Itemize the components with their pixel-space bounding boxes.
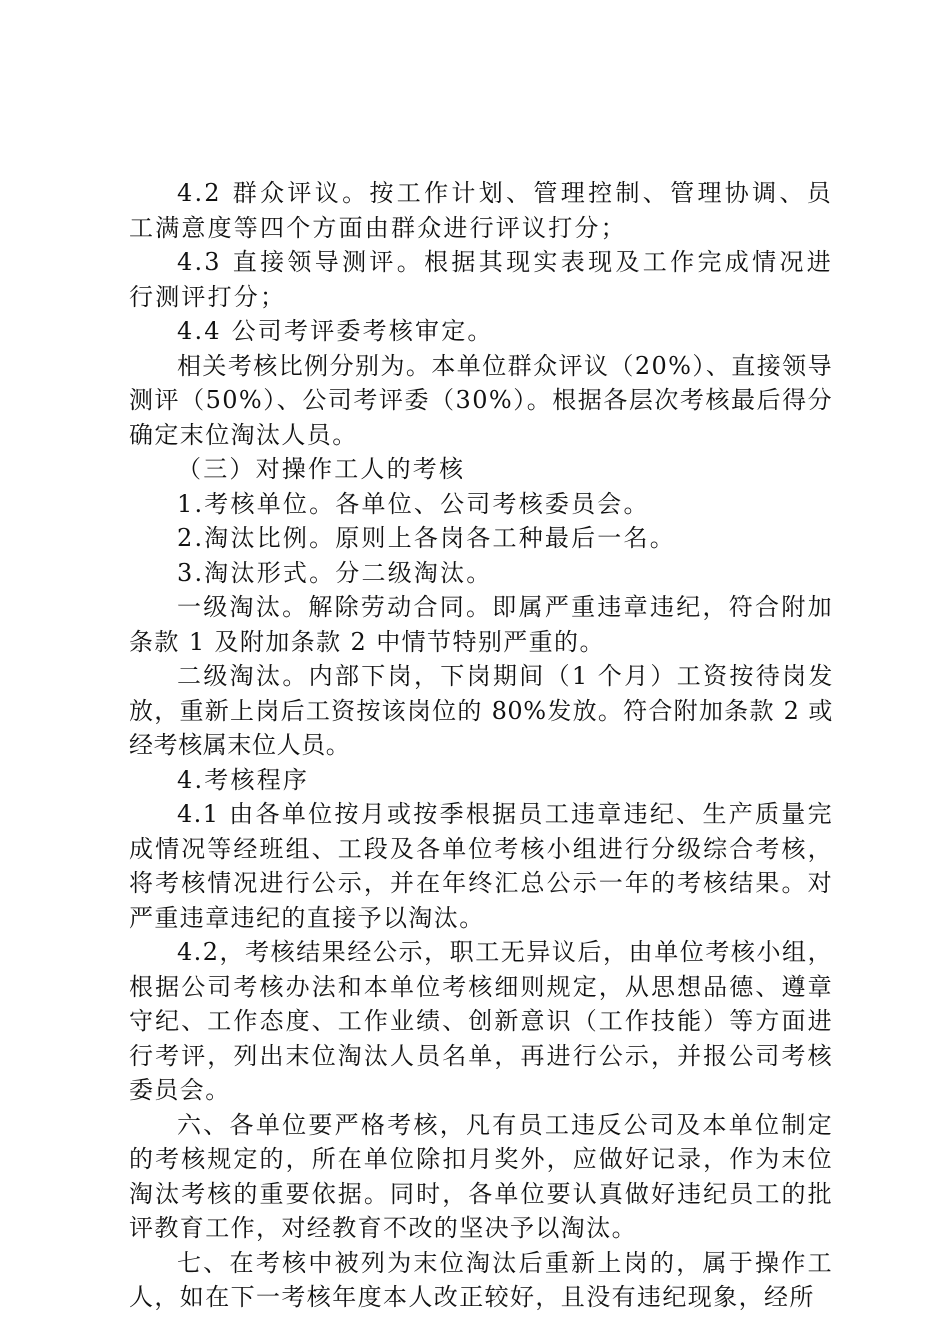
paragraph-six-strict-assessment: 六、各单位要严格考核，凡有员工违反公司及本单位制定的考核规定的，所在单位除扣月奖外，应做好记录，作为末位淘汰考核的重要依据。同时，各单位要认真做好违纪员工的批评教育工作，对经教育不改的坚决予以淘汰。 [129, 1110, 833, 1242]
paragraph-second-level-elimination: 二级淘汰。内部下岗，下岗期间（1 个月）工资按待岗发放，重新上岗后工资按该岗位的 80%发放。符合附加条款 2 或经考核属末位人员。 [129, 662, 833, 759]
paragraph-4-2-mass-review: 4.2 群众评议。按工作计划、管理控制、管理协调、员工满意度等四个方面由群众进行评议打分； [129, 179, 833, 242]
paragraph-4-2-publicity-result: 4.2，考核结果经公示，职工无异议后，由单位考核小组，根据公司考核办法和本单位考核细则规定，从思想品德、遵章守纪、工作态度、工作业绩、创新意识（工作技能）等方面进行考评，列出末位淘汰人员名单，再进行公示，并报公司考核委员会。 [129, 938, 833, 1104]
document-body [129, 176, 833, 1315]
paragraph-4-1-monthly-assessment: 4.1 由各单位按月或按季根据员工违章违纪、生产质量完成情况等经班组、工段及各单位考核小组进行分级综合考核，将考核情况进行公示，并在年终汇总公示一年的考核结果。对严重违章违纪的直接予以淘汰。 [129, 800, 833, 932]
paragraph-seven-re-employment: 七、在考核中被列为末位淘汰后重新上岗的，属于操作工人，如在下一考核年度本人改正较好，且没有违纪现象，经所 [129, 1248, 833, 1311]
paragraph-assessment-ratio: 相关考核比例分别为。本单位群众评议（20%）、直接领导测评（50%）、公司考评委（30%）。根据各层次考核最后得分确定末位淘汰人员。 [129, 351, 833, 449]
paragraph-2-elimination-ratio: 2.淘汰比例。原则上各岗各工种最后一名。 [177, 524, 676, 552]
paragraph-4-assessment-procedure: 4.考核程序 [177, 765, 310, 794]
paragraph-4-4-committee-approval: 4.4 公司考评委考核审定。 [177, 317, 494, 345]
paragraph-1-assessment-unit: 1.考核单位。各单位、公司考核委员会。 [177, 489, 650, 518]
paragraph-first-level-elimination: 一级淘汰。解除劳动合同。即属严重违章违纪，符合附加条款 1 及附加条款 2 中情节特别严重的。 [129, 593, 833, 656]
paragraph-3-elimination-form: 3.淘汰形式。分二级淘汰。 [177, 558, 493, 587]
paragraph-4-3-leader-evaluation: 4.3 直接领导测评。根据其现实表现及工作完成情况进行测评打分； [129, 248, 833, 311]
section-heading-operator-assessment: （三）对操作工人的考核 [177, 455, 466, 483]
